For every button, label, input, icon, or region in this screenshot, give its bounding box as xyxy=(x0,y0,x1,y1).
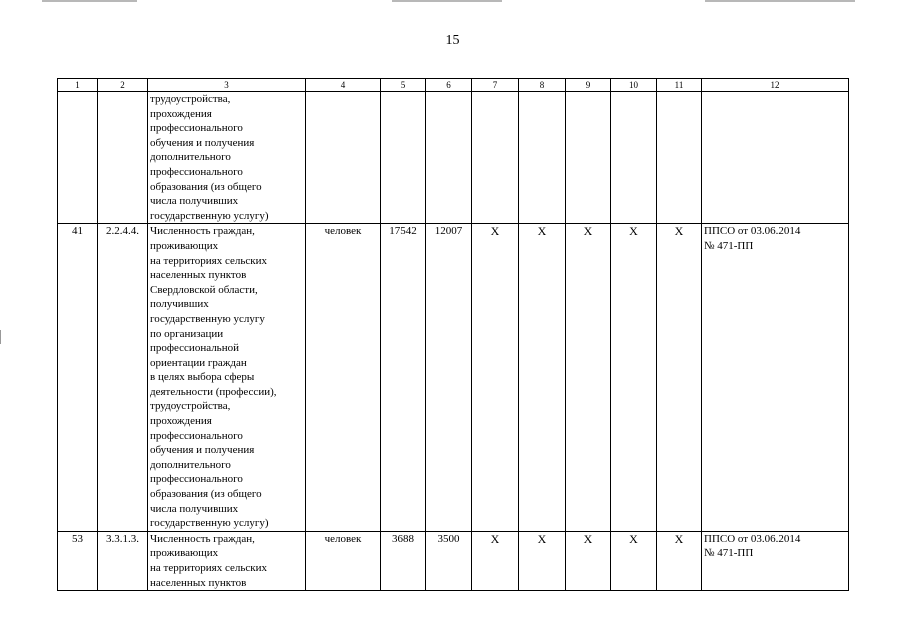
column-number: 1 xyxy=(58,79,98,92)
column-number: 6 xyxy=(426,79,472,92)
unit: человек xyxy=(306,531,381,590)
source-document: ППСО от 03.06.2014 № 471-ПП xyxy=(702,531,849,590)
column-number-row xyxy=(58,79,849,92)
column-number: 3 xyxy=(148,79,306,92)
column-number: 11 xyxy=(657,79,702,92)
value-col-5 xyxy=(381,92,426,224)
value-col-7 xyxy=(472,92,519,224)
indicator-text: Численность граждан, проживающих на территориях сельских населенных пунктов Свердловской области, получивших государственную услугу по организации профессиональной ориентации граждан в целях выбора сферы деятельности (профессии), трудоустройства, прохождения профессионального обучения и получения дополнительного профессионального образования (из общего числа получивших государственную услугу) xyxy=(148,224,306,531)
value-col-10: Х xyxy=(611,531,657,590)
unit: человек xyxy=(306,224,381,531)
value-col-9 xyxy=(566,92,611,224)
indicator-text: Численность граждан, проживающих на территориях сельских населенных пунктов xyxy=(148,531,306,590)
value-col-7: Х xyxy=(472,224,519,531)
column-number: 2 xyxy=(98,79,148,92)
margin-mark xyxy=(0,330,1,344)
indicators-table xyxy=(57,78,849,591)
value-col-6: 12007 xyxy=(426,224,472,531)
value-col-11 xyxy=(657,92,702,224)
value-col-6 xyxy=(426,92,472,224)
row-code: 3.3.1.3. xyxy=(98,531,148,590)
value-col-8: Х xyxy=(519,224,566,531)
value-col-10: Х xyxy=(611,224,657,531)
row-number: 53 xyxy=(58,531,98,590)
row-code xyxy=(98,92,148,224)
top-edge-line-left xyxy=(42,0,137,2)
column-number: 4 xyxy=(306,79,381,92)
value-col-11: Х xyxy=(657,531,702,590)
page-number: 15 xyxy=(445,33,460,48)
value-col-5: 3688 xyxy=(381,531,426,590)
value-col-8: Х xyxy=(519,531,566,590)
source-document xyxy=(702,92,849,224)
table-row xyxy=(58,224,849,531)
column-number: 7 xyxy=(472,79,519,92)
column-number: 8 xyxy=(519,79,566,92)
top-edge-line-right xyxy=(705,0,855,2)
value-col-11: Х xyxy=(657,224,702,531)
column-number: 10 xyxy=(611,79,657,92)
source-document: ППСО от 03.06.2014 № 471-ПП xyxy=(702,224,849,531)
row-number: 41 xyxy=(58,224,98,531)
value-col-10 xyxy=(611,92,657,224)
column-number: 12 xyxy=(702,79,849,92)
value-col-7: Х xyxy=(472,531,519,590)
value-col-6: 3500 xyxy=(426,531,472,590)
column-number: 9 xyxy=(566,79,611,92)
table-row xyxy=(58,92,849,224)
unit xyxy=(306,92,381,224)
row-code: 2.2.4.4. xyxy=(98,224,148,531)
row-number xyxy=(58,92,98,224)
value-col-9: Х xyxy=(566,224,611,531)
value-col-9: Х xyxy=(566,531,611,590)
indicator-text: трудоустройства, прохождения профессионального обучения и получения дополнительного профессионального образования (из общего числа получивших государственную услугу) xyxy=(148,92,306,224)
column-number: 5 xyxy=(381,79,426,92)
table-row xyxy=(58,531,849,590)
value-col-5: 17542 xyxy=(381,224,426,531)
top-edge-line-center xyxy=(392,0,502,2)
value-col-8 xyxy=(519,92,566,224)
